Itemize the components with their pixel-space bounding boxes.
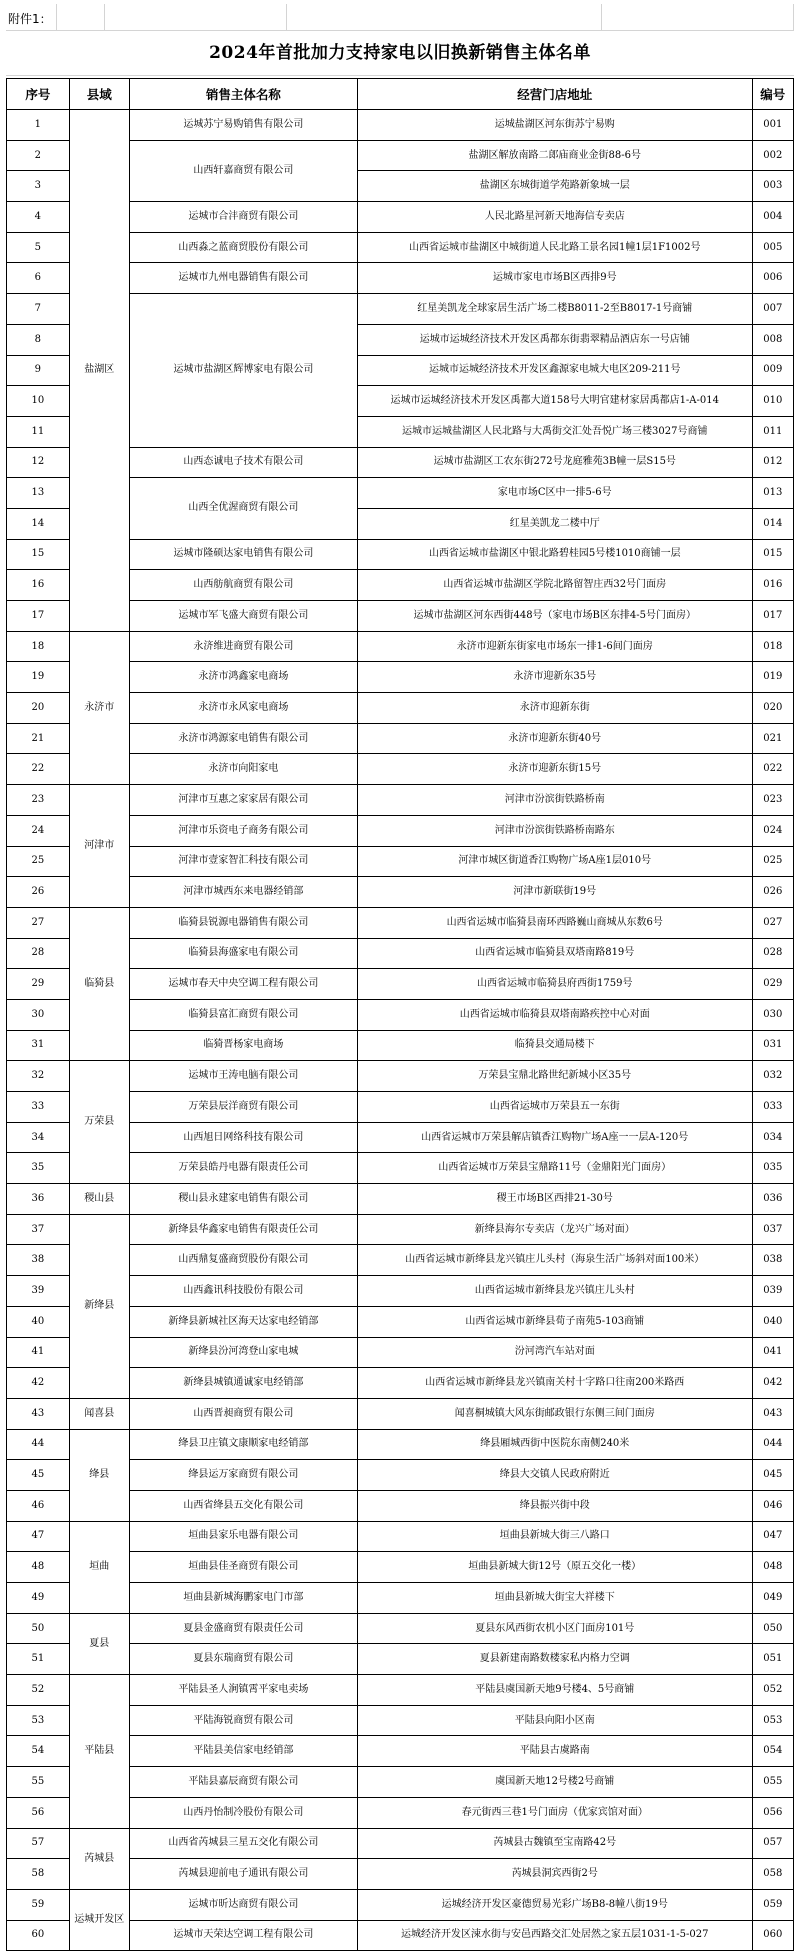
store-address-cell: 芮城县古魏镇至宝南路42号 — [357, 1828, 752, 1859]
store-address-cell: 红星美凯龙全球家居生活广场二楼B8011-2至B8017-1号商铺 — [357, 294, 752, 325]
serial-cell: 28 — [7, 938, 70, 969]
entity-name-cell: 山西态诚电子技术有限公司 — [129, 447, 357, 478]
entity-name-cell: 垣曲县家乐电器有限公司 — [129, 1521, 357, 1552]
serial-cell: 56 — [7, 1797, 70, 1828]
code-cell: 057 — [752, 1828, 793, 1859]
store-address-cell: 平陆县古虞路南 — [357, 1736, 752, 1767]
store-address-cell: 山西省运城市临猗县南环西路巍山商城从东数6号 — [357, 907, 752, 938]
table-row — [7, 1675, 794, 1706]
entity-name-cell: 垣曲县新城海鹏家电门市部 — [129, 1583, 357, 1614]
store-address-cell: 虞国新天地12号楼2号商铺 — [357, 1767, 752, 1798]
county-cell: 夏县 — [69, 1613, 129, 1674]
serial-cell: 37 — [7, 1214, 70, 1245]
entity-name-cell: 山西淼之蓝商贸股份有限公司 — [129, 232, 357, 263]
store-address-cell: 春元街西三巷1号门面房（优家宾馆对面） — [357, 1797, 752, 1828]
serial-cell: 31 — [7, 1030, 70, 1061]
code-cell: 019 — [752, 662, 793, 693]
entity-name-cell: 万荣县皓丹电器有限责任公司 — [129, 1153, 357, 1184]
entity-name-cell: 永济维进商贸有限公司 — [129, 631, 357, 662]
serial-cell: 4 — [7, 202, 70, 233]
serial-cell: 42 — [7, 1368, 70, 1399]
table-row — [7, 1214, 794, 1245]
code-cell: 016 — [752, 570, 793, 601]
table-row — [7, 110, 794, 141]
store-address-cell: 河津市汾滨街铁路桥南 — [357, 785, 752, 816]
table-header-row — [7, 79, 794, 110]
county-cell: 稷山县 — [69, 1184, 129, 1215]
serial-cell: 38 — [7, 1245, 70, 1276]
serial-cell: 40 — [7, 1306, 70, 1337]
code-cell: 053 — [752, 1705, 793, 1736]
code-cell: 030 — [752, 999, 793, 1030]
store-address-cell: 盐湖区解放南路二郎庙商业金街88-6号 — [357, 140, 752, 171]
entity-name-cell: 永济市向阳家电 — [129, 754, 357, 785]
entity-name-cell: 山西省芮城县三星五交化有限公司 — [129, 1828, 357, 1859]
entity-name-cell: 临猗晋杨家电商场 — [129, 1030, 357, 1061]
table-row — [7, 1061, 794, 1092]
store-address-cell: 运城市运城经济技术开发区禹都东街翡翠精品酒店东一号店铺 — [357, 324, 752, 355]
store-address-cell: 山西省运城市盐湖区中城街道人民北路工景名园1幢1层1F1002号 — [357, 232, 752, 263]
store-address-cell: 芮城县洞宾西街2号 — [357, 1859, 752, 1890]
serial-cell: 1 — [7, 110, 70, 141]
store-address-cell: 人民北路星河新天地海信专卖店 — [357, 202, 752, 233]
store-address-cell: 汾河湾汽车站对面 — [357, 1337, 752, 1368]
store-address-cell: 山西省运城市新绛县龙兴镇庄儿头村（海泉生活广场斜对面100米） — [357, 1245, 752, 1276]
serial-cell: 55 — [7, 1767, 70, 1798]
store-address-cell: 万荣县宝鼎北路世纪新城小区35号 — [357, 1061, 752, 1092]
entity-name-cell: 临猗县海盛家电有限公司 — [129, 938, 357, 969]
entity-name-cell: 山西轩嘉商贸有限公司 — [129, 140, 357, 201]
store-address-cell: 山西省运城市临猗县府西街1759号 — [357, 969, 752, 1000]
serial-cell: 3 — [7, 171, 70, 202]
table-row — [7, 907, 794, 938]
document-title: 2024年首批加力支持家电以旧换新销售主体名单 — [6, 30, 794, 76]
serial-cell: 17 — [7, 601, 70, 632]
entity-name-cell: 山西省绛县五交化有限公司 — [129, 1490, 357, 1521]
code-cell: 034 — [752, 1122, 793, 1153]
serial-cell: 6 — [7, 263, 70, 294]
entity-name-cell: 山西鼎复盛商贸股份有限公司 — [129, 1245, 357, 1276]
code-cell: 015 — [752, 539, 793, 570]
col-header-store-address: 经营门店地址 — [357, 79, 752, 110]
serial-cell: 18 — [7, 631, 70, 662]
entity-name-cell: 新绛县华鑫家电销售有限责任公司 — [129, 1214, 357, 1245]
code-cell: 012 — [752, 447, 793, 478]
store-address-cell: 红星美凯龙二楼中厅 — [357, 508, 752, 539]
entity-name-cell: 平陆县嘉辰商贸有限公司 — [129, 1767, 357, 1798]
entity-name-cell: 临猗县锐源电器销售有限公司 — [129, 907, 357, 938]
serial-cell: 13 — [7, 478, 70, 509]
table-row — [7, 631, 794, 662]
entity-name-cell: 永济市鸿源家电销售有限公司 — [129, 723, 357, 754]
code-cell: 022 — [752, 754, 793, 785]
code-cell: 056 — [752, 1797, 793, 1828]
store-address-cell: 闻喜桐城镇大风东街邮政银行东侧三间门面房 — [357, 1398, 752, 1429]
entity-name-cell: 运城苏宁易购销售有限公司 — [129, 110, 357, 141]
entity-name-cell: 运城市昕达商贸有限公司 — [129, 1889, 357, 1920]
code-cell: 021 — [752, 723, 793, 754]
county-cell: 永济市 — [69, 631, 129, 784]
store-address-cell: 绛县大交镇人民政府附近 — [357, 1460, 752, 1491]
code-cell: 050 — [752, 1613, 793, 1644]
serial-cell: 14 — [7, 508, 70, 539]
store-address-cell: 永济市迎新东街 — [357, 693, 752, 724]
entity-name-cell: 运城市春天中央空调工程有限公司 — [129, 969, 357, 1000]
county-cell: 芮城县 — [69, 1828, 129, 1889]
store-address-cell: 山西省运城市新绛县龙兴镇南关村十字路口往南200米路西 — [357, 1368, 752, 1399]
store-address-cell: 运城市运城经济技术开发区鑫源家电城大电区209-211号 — [357, 355, 752, 386]
serial-cell: 19 — [7, 662, 70, 693]
entity-name-cell: 稷山县永建家电销售有限公司 — [129, 1184, 357, 1215]
store-address-cell: 新绛县海尔专卖店（龙兴广场对面） — [357, 1214, 752, 1245]
col-header-entity-name: 销售主体名称 — [129, 79, 357, 110]
col-header-serial: 序号 — [7, 79, 70, 110]
code-cell: 002 — [752, 140, 793, 171]
entity-name-cell: 运城市九州电器销售有限公司 — [129, 263, 357, 294]
code-cell: 046 — [752, 1490, 793, 1521]
county-cell: 平陆县 — [69, 1675, 129, 1828]
store-address-cell: 运城市盐湖区河东西街448号（家电市场B区东排4-5号门面房） — [357, 601, 752, 632]
serial-cell: 48 — [7, 1552, 70, 1583]
entity-name-cell: 运城市盐湖区辉博家电有限公司 — [129, 294, 357, 447]
entity-name-cell: 平陆海锐商贸有限公司 — [129, 1705, 357, 1736]
store-address-cell: 稷王市场B区西排21-30号 — [357, 1184, 752, 1215]
entity-name-cell: 永济市永风家电商场 — [129, 693, 357, 724]
serial-cell: 16 — [7, 570, 70, 601]
code-cell: 058 — [752, 1859, 793, 1890]
serial-cell: 44 — [7, 1429, 70, 1460]
annex-label: 附件1： — [8, 12, 52, 26]
serial-cell: 58 — [7, 1859, 70, 1890]
store-address-cell: 山西省运城市盐湖区学院北路留智庄西32号门面房 — [357, 570, 752, 601]
code-cell: 027 — [752, 907, 793, 938]
code-cell: 025 — [752, 846, 793, 877]
entity-name-cell: 运城市合沣商贸有限公司 — [129, 202, 357, 233]
serial-cell: 10 — [7, 386, 70, 417]
county-cell: 河津市 — [69, 785, 129, 908]
store-address-cell: 运城经济开发区涑水街与安邑西路交汇处居然之家五层1031-1-5-027 — [357, 1920, 752, 1951]
code-cell: 041 — [752, 1337, 793, 1368]
store-address-cell: 运城市运城经济技术开发区禹都大道158号大明官建材家居禹都店1-A-014 — [357, 386, 752, 417]
entity-name-cell: 垣曲县佳圣商贸有限公司 — [129, 1552, 357, 1583]
county-cell: 临猗县 — [69, 907, 129, 1060]
entity-name-cell: 绛县卫庄镇文康顺家电经销部 — [129, 1429, 357, 1460]
entity-name-cell: 运城市天荣达空调工程有限公司 — [129, 1920, 357, 1951]
serial-cell: 35 — [7, 1153, 70, 1184]
serial-cell: 39 — [7, 1276, 70, 1307]
code-cell: 004 — [752, 202, 793, 233]
code-cell: 047 — [752, 1521, 793, 1552]
code-cell: 003 — [752, 171, 793, 202]
store-address-cell: 运城市盐湖区工农东街272号龙庭雅苑3B幢一层S15号 — [357, 447, 752, 478]
serial-cell: 52 — [7, 1675, 70, 1706]
entity-name-cell: 夏县东瑞商贸有限公司 — [129, 1644, 357, 1675]
code-cell: 038 — [752, 1245, 793, 1276]
entity-name-cell: 平陆县圣人涧镇霄平家电卖场 — [129, 1675, 357, 1706]
code-cell: 028 — [752, 938, 793, 969]
serial-cell: 25 — [7, 846, 70, 877]
entity-name-cell: 运城市王涛电脑有限公司 — [129, 1061, 357, 1092]
store-address-cell: 山西省运城市临猗县双塔南路疾控中心对面 — [357, 999, 752, 1030]
table-row — [7, 1521, 794, 1552]
serial-cell: 53 — [7, 1705, 70, 1736]
serial-cell: 23 — [7, 785, 70, 816]
code-cell: 018 — [752, 631, 793, 662]
table-row — [7, 1828, 794, 1859]
code-cell: 011 — [752, 416, 793, 447]
entity-name-cell: 河津市乐资电子商务有限公司 — [129, 815, 357, 846]
store-address-cell: 永济市迎新东街40号 — [357, 723, 752, 754]
serial-cell: 54 — [7, 1736, 70, 1767]
serial-cell: 43 — [7, 1398, 70, 1429]
entity-name-cell: 运城市军飞盛大商贸有限公司 — [129, 601, 357, 632]
serial-cell: 60 — [7, 1920, 70, 1951]
entity-name-cell: 新绛县汾河湾登山家电城 — [129, 1337, 357, 1368]
county-cell: 闻喜县 — [69, 1398, 129, 1429]
table-row — [7, 1613, 794, 1644]
serial-cell: 22 — [7, 754, 70, 785]
store-address-cell: 绛县厢城西街中医院东南侧240米 — [357, 1429, 752, 1460]
county-cell: 运城开发区 — [69, 1889, 129, 1950]
entity-name-cell: 夏县金盛商贸有限责任公司 — [129, 1613, 357, 1644]
store-address-cell: 临猗县交通局楼下 — [357, 1030, 752, 1061]
entity-name-cell: 河津市城西东来电器经销部 — [129, 877, 357, 908]
store-address-cell: 山西省运城市新绛县荀子南苑5-103商铺 — [357, 1306, 752, 1337]
code-cell: 007 — [752, 294, 793, 325]
store-address-cell: 运城盐湖区河东街苏宁易购 — [357, 110, 752, 141]
entity-name-cell: 新绛县城镇通诚家电经销部 — [129, 1368, 357, 1399]
serial-cell: 34 — [7, 1122, 70, 1153]
store-address-cell: 运城经济开发区豪德贸易光彩广场B8-8幢八街19号 — [357, 1889, 752, 1920]
store-address-cell: 垣曲县新城大街12号（原五交化一楼） — [357, 1552, 752, 1583]
serial-cell: 50 — [7, 1613, 70, 1644]
code-cell: 005 — [752, 232, 793, 263]
serial-cell: 26 — [7, 877, 70, 908]
county-cell: 新绛县 — [69, 1214, 129, 1398]
store-address-cell: 山西省运城市万荣县五一东街 — [357, 1092, 752, 1123]
col-header-county: 县域 — [69, 79, 129, 110]
code-cell: 055 — [752, 1767, 793, 1798]
entity-name-cell: 永济市鸿鑫家电商场 — [129, 662, 357, 693]
store-address-cell: 山西省运城市万荣县宝鼎路11号（金鼎阳光门面房） — [357, 1153, 752, 1184]
entity-name-cell: 山西旭日网络科技有限公司 — [129, 1122, 357, 1153]
entity-name-cell: 新绛县新城社区海天达家电经销部 — [129, 1306, 357, 1337]
table-row — [7, 785, 794, 816]
code-cell: 052 — [752, 1675, 793, 1706]
serial-cell: 9 — [7, 355, 70, 386]
serial-cell: 24 — [7, 815, 70, 846]
store-address-cell: 盐湖区东城街道学苑路新象城一层 — [357, 171, 752, 202]
code-cell: 037 — [752, 1214, 793, 1245]
serial-cell: 11 — [7, 416, 70, 447]
store-address-cell: 河津市城区街道香江购物广场A座1层010号 — [357, 846, 752, 877]
entity-name-cell: 临猗县富汇商贸有限公司 — [129, 999, 357, 1030]
serial-cell: 51 — [7, 1644, 70, 1675]
serial-cell: 49 — [7, 1583, 70, 1614]
code-cell: 040 — [752, 1306, 793, 1337]
serial-cell: 21 — [7, 723, 70, 754]
store-address-cell: 垣曲县新城大街三八路口 — [357, 1521, 752, 1552]
entity-name-cell: 河津市互惠之家家居有限公司 — [129, 785, 357, 816]
serial-cell: 8 — [7, 324, 70, 355]
county-cell: 绛县 — [69, 1429, 129, 1521]
serial-cell: 2 — [7, 140, 70, 171]
store-address-cell: 山西省运城市盐湖区中银北路碧桂园5号楼1010商铺一层 — [357, 539, 752, 570]
code-cell: 045 — [752, 1460, 793, 1491]
entity-name-cell: 山西鑫讯科技股份有限公司 — [129, 1276, 357, 1307]
serial-cell: 27 — [7, 907, 70, 938]
store-address-cell: 平陆县向阳小区南 — [357, 1705, 752, 1736]
code-cell: 033 — [752, 1092, 793, 1123]
code-cell: 060 — [752, 1920, 793, 1951]
table-row — [7, 1889, 794, 1920]
table-row — [7, 1184, 794, 1215]
store-address-cell: 永济市迎新东街家电市场东一排1-6间门面房 — [357, 631, 752, 662]
table-row — [7, 1398, 794, 1429]
serial-cell: 41 — [7, 1337, 70, 1368]
store-address-cell: 平陆县虞国新天地9号楼4、5号商铺 — [357, 1675, 752, 1706]
code-cell: 024 — [752, 815, 793, 846]
store-address-cell: 山西省运城市临猗县双塔南路819号 — [357, 938, 752, 969]
serial-cell: 47 — [7, 1521, 70, 1552]
store-address-cell: 永济市迎新东35号 — [357, 662, 752, 693]
store-address-cell: 山西省运城市万荣县解店镇香江购物广场A座一一层A-120号 — [357, 1122, 752, 1153]
serial-cell: 7 — [7, 294, 70, 325]
store-address-cell: 绛县振兴街中段 — [357, 1490, 752, 1521]
store-address-cell: 运城市运城盐湖区人民北路与大禹街交汇处吾悦广场三楼3027号商铺 — [357, 416, 752, 447]
store-address-cell: 河津市汾滨街铁路桥南路东 — [357, 815, 752, 846]
code-cell: 042 — [752, 1368, 793, 1399]
code-cell: 044 — [752, 1429, 793, 1460]
store-address-cell: 山西省运城市新绛县龙兴镇庄儿头村 — [357, 1276, 752, 1307]
entity-name-cell: 芮城县迎前电子通讯有限公司 — [129, 1859, 357, 1890]
dealer-table — [6, 78, 794, 1951]
county-cell: 盐湖区 — [69, 110, 129, 632]
code-cell: 001 — [752, 110, 793, 141]
entity-name-cell: 河津市壹家智汇科技有限公司 — [129, 846, 357, 877]
serial-cell: 59 — [7, 1889, 70, 1920]
store-address-cell: 河津市新联街19号 — [357, 877, 752, 908]
code-cell: 008 — [752, 324, 793, 355]
store-address-cell: 运城市家电市场B区西排9号 — [357, 263, 752, 294]
store-address-cell: 家电市场C区中一排5-6号 — [357, 478, 752, 509]
entity-name-cell: 山西晋昶商贸有限公司 — [129, 1398, 357, 1429]
code-cell: 009 — [752, 355, 793, 386]
code-cell: 013 — [752, 478, 793, 509]
table-body — [7, 110, 794, 1951]
entity-name-cell: 山西舫航商贸有限公司 — [129, 570, 357, 601]
serial-cell: 32 — [7, 1061, 70, 1092]
store-address-cell: 夏县东风西街农机小区门面房101号 — [357, 1613, 752, 1644]
code-cell: 049 — [752, 1583, 793, 1614]
county-cell: 垣曲 — [69, 1521, 129, 1613]
code-cell: 054 — [752, 1736, 793, 1767]
code-cell: 014 — [752, 508, 793, 539]
entity-name-cell: 运城市隆硕达家电销售有限公司 — [129, 539, 357, 570]
entity-name-cell: 万荣县辰洋商贸有限公司 — [129, 1092, 357, 1123]
code-cell: 010 — [752, 386, 793, 417]
code-cell: 035 — [752, 1153, 793, 1184]
code-cell: 043 — [752, 1398, 793, 1429]
code-cell: 006 — [752, 263, 793, 294]
code-cell: 059 — [752, 1889, 793, 1920]
entity-name-cell: 山西丹怡制冷股份有限公司 — [129, 1797, 357, 1828]
store-address-cell: 垣曲县新城大街宝大祥楼下 — [357, 1583, 752, 1614]
store-address-cell: 夏县新建南路数楼家私内格力空调 — [357, 1644, 752, 1675]
code-cell: 031 — [752, 1030, 793, 1061]
header-gridlines — [6, 4, 794, 30]
table-row — [7, 1429, 794, 1460]
serial-cell: 5 — [7, 232, 70, 263]
code-cell: 029 — [752, 969, 793, 1000]
serial-cell: 20 — [7, 693, 70, 724]
code-cell: 036 — [752, 1184, 793, 1215]
col-header-code: 编号 — [752, 79, 793, 110]
code-cell: 020 — [752, 693, 793, 724]
entity-name-cell: 山西全优渥商贸有限公司 — [129, 478, 357, 539]
entity-name-cell: 绛县运万家商贸有限公司 — [129, 1460, 357, 1491]
serial-cell: 29 — [7, 969, 70, 1000]
serial-cell: 12 — [7, 447, 70, 478]
code-cell: 023 — [752, 785, 793, 816]
code-cell: 039 — [752, 1276, 793, 1307]
county-cell: 万荣县 — [69, 1061, 129, 1184]
code-cell: 017 — [752, 601, 793, 632]
code-cell: 032 — [752, 1061, 793, 1092]
entity-name-cell: 平陆县美信家电经销部 — [129, 1736, 357, 1767]
serial-cell: 36 — [7, 1184, 70, 1215]
serial-cell: 30 — [7, 999, 70, 1030]
serial-cell: 33 — [7, 1092, 70, 1123]
store-address-cell: 永济市迎新东街15号 — [357, 754, 752, 785]
serial-cell: 46 — [7, 1490, 70, 1521]
code-cell: 026 — [752, 877, 793, 908]
code-cell: 051 — [752, 1644, 793, 1675]
code-cell: 048 — [752, 1552, 793, 1583]
serial-cell: 15 — [7, 539, 70, 570]
serial-cell: 45 — [7, 1460, 70, 1491]
serial-cell: 57 — [7, 1828, 70, 1859]
